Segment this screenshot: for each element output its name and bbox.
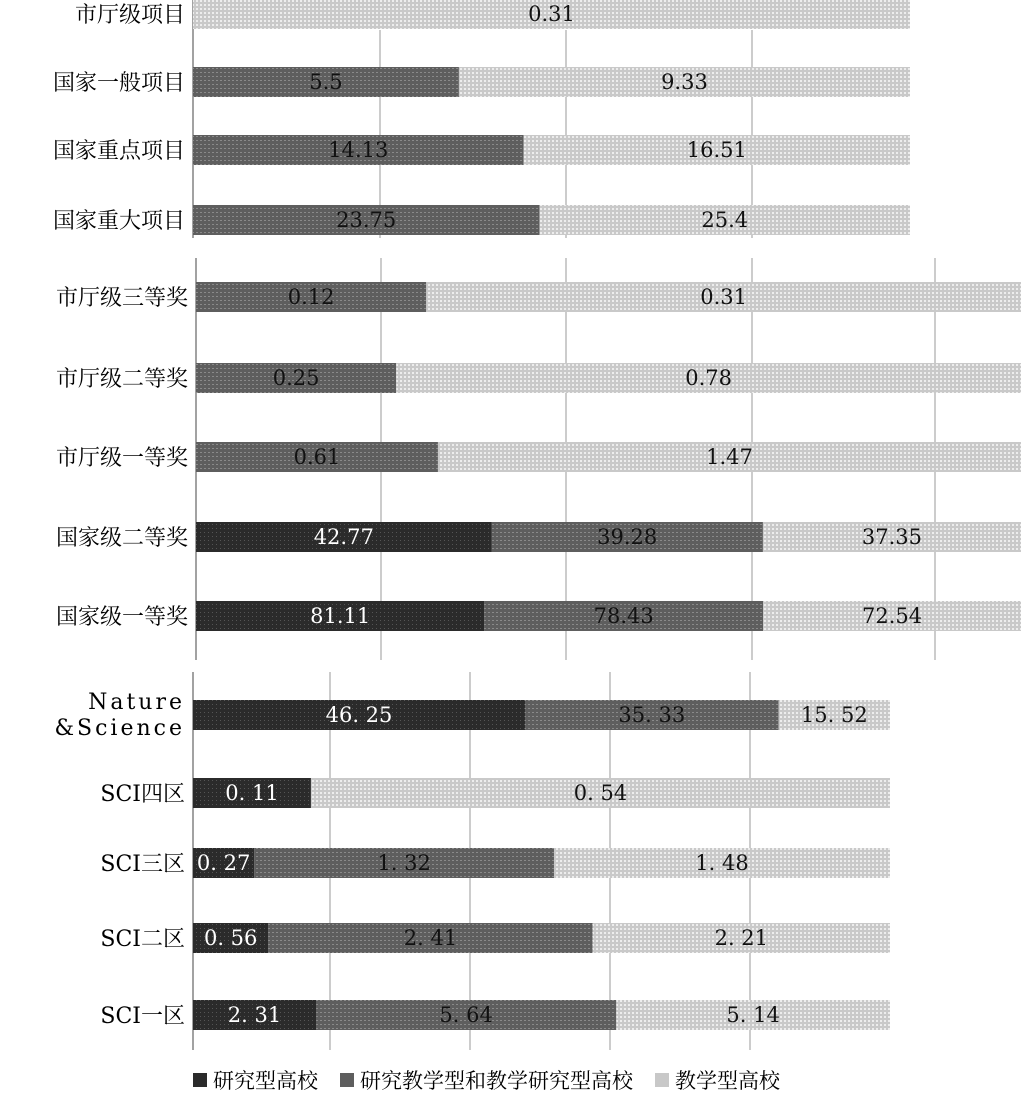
- data-label-teaching: 5. 14: [726, 1003, 780, 1027]
- data-label-teaching: 72.54: [862, 604, 923, 628]
- data-label-teaching: 1.47: [706, 445, 753, 469]
- data-label-research-teaching: 2. 41: [403, 926, 458, 950]
- data-label-teaching: 25.4: [701, 208, 749, 232]
- legend-label-research: 研究型高校: [213, 1069, 318, 1093]
- data-label-teaching: 0. 54: [573, 781, 628, 805]
- data-label-research: 2. 31: [227, 1003, 282, 1027]
- data-label-research: 0. 11: [225, 781, 279, 805]
- data-label-teaching: 0.78: [685, 366, 733, 390]
- data-label-research-teaching: 39.28: [597, 525, 658, 549]
- category-label: 国家级二等奖: [55, 526, 188, 551]
- data-label-research-teaching: 0.12: [287, 285, 335, 309]
- legend-item-research-teaching: [340, 1065, 633, 1095]
- category-label: 国家重大项目: [52, 209, 185, 234]
- legend-swatch-research: [193, 1073, 207, 1087]
- data-label-research-teaching: 23.75: [336, 208, 397, 232]
- category-label: 市厅级二等奖: [55, 367, 188, 392]
- data-label-research-teaching: 14.13: [328, 138, 389, 162]
- category-label: SCI一区: [100, 1004, 185, 1029]
- legend-item-teaching: [655, 1065, 780, 1095]
- data-label-teaching: 2. 21: [714, 926, 769, 950]
- category-label: 国家重点项目: [52, 139, 185, 164]
- data-label-research-teaching: 35. 33: [618, 703, 686, 727]
- legend-swatch-research-teaching: [340, 1073, 354, 1087]
- legend-item-research: [193, 1065, 318, 1095]
- legend: [193, 1066, 780, 1094]
- category-label: SCI四区: [100, 782, 185, 807]
- data-label-research: 0. 56: [203, 926, 258, 950]
- legend-swatch-teaching: [655, 1073, 669, 1087]
- data-label-research-teaching: 1. 32: [377, 851, 431, 875]
- data-label-teaching: 0.31: [700, 285, 747, 309]
- category-label: 市厅级一等奖: [55, 446, 188, 471]
- data-label-teaching: 16.51: [686, 138, 747, 162]
- data-label-teaching: 9.33: [661, 70, 708, 94]
- data-label-teaching: 1. 48: [695, 851, 749, 875]
- legend-label-teaching: 教学型高校: [675, 1069, 780, 1093]
- data-label-teaching: 15. 52: [800, 703, 868, 727]
- data-label-teaching: 37.35: [861, 525, 923, 549]
- category-label: 市厅级项目: [74, 3, 185, 28]
- data-label-research: 0. 27: [196, 851, 251, 875]
- category-label: SCI三区: [100, 852, 185, 877]
- data-label-research-teaching: 0.25: [272, 366, 320, 390]
- category-label: SCI二区: [100, 927, 185, 952]
- category-label: 市厅级三等奖: [55, 286, 188, 311]
- category-label: 国家一般项目: [52, 71, 185, 96]
- data-label-research-teaching: 5. 64: [439, 1003, 493, 1027]
- data-label-research: 42.77: [313, 525, 374, 549]
- legend-label-research-teaching: 研究教学型和教学研究型高校: [360, 1069, 633, 1093]
- data-label-research: 81.11: [310, 604, 371, 628]
- data-label-research-teaching: 78.43: [593, 604, 654, 628]
- data-label-research-teaching: 0.61: [293, 445, 341, 469]
- category-label: 国家级一等奖: [55, 605, 188, 630]
- data-label-teaching: 0.31: [528, 2, 575, 26]
- data-label-research-teaching: 5.5: [309, 70, 343, 94]
- category-label: Nature &Science: [54, 690, 185, 741]
- data-label-research: 46. 25: [325, 703, 393, 727]
